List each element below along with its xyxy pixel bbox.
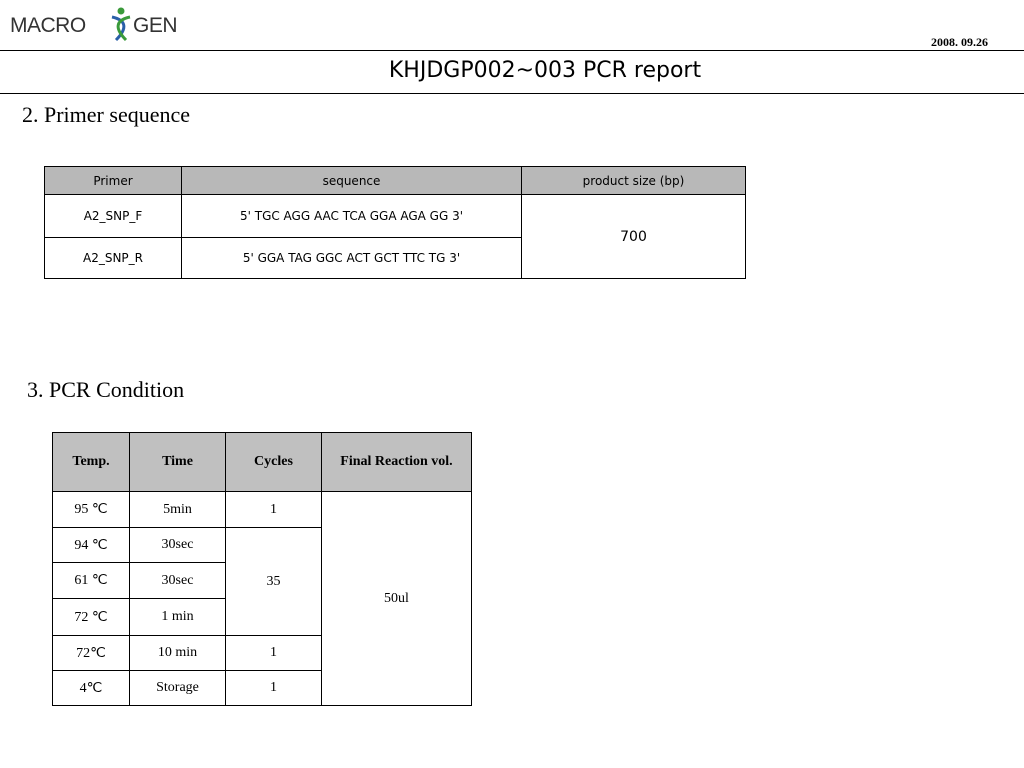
table-row: [45, 195, 746, 238]
time-cell: 10 min: [130, 636, 226, 671]
sequence-cell: 5' TGC AGG AAC TCA GGA AGA GG 3': [182, 195, 522, 238]
cycles-col-header: Cycles: [226, 433, 322, 492]
time-cell: 1 min: [130, 599, 226, 636]
logo-text-right: GEN: [133, 14, 178, 37]
pcr-section-heading: 3. PCR Condition: [27, 377, 185, 402]
time-cell: 30sec: [130, 563, 226, 599]
header-bottom-rule: [0, 93, 1024, 94]
product-size-col-header: product size (bp): [522, 167, 746, 195]
logo-text-left: MACRO: [10, 14, 86, 37]
macrogen-logo: [10, 6, 185, 42]
header-top-rule: [0, 50, 1024, 51]
sequence-cell: 5' GGA TAG GGC ACT GCT TTC TG 3': [182, 238, 522, 279]
temp-cell: 94 ℃: [53, 528, 130, 563]
time-cell: 5min: [130, 492, 226, 528]
primer-col-header: Primer: [45, 167, 182, 195]
pcr-condition-table: [52, 432, 472, 706]
dna-figure-icon: [106, 6, 136, 42]
page-title: KHJDGP002~003 PCR report: [388, 58, 702, 83]
pcr-header-row: [53, 433, 472, 492]
primer-table: [44, 166, 746, 279]
final-volume-cell: 50ul: [322, 492, 472, 706]
product-size-cell: 700: [522, 195, 746, 279]
report-date: 2008. 09.26: [931, 35, 988, 49]
temp-cell: 95 ℃: [53, 492, 130, 528]
temp-cell: 72℃: [53, 636, 130, 671]
table-row: [53, 492, 472, 528]
temp-cell: 72 ℃: [53, 599, 130, 636]
time-cell: 30sec: [130, 528, 226, 563]
final-volume-col-header: Final Reaction vol.: [322, 433, 472, 492]
primer-name-cell: A2_SNP_F: [45, 195, 182, 238]
temp-cell: 4℃: [53, 671, 130, 706]
temp-cell: 61 ℃: [53, 563, 130, 599]
primer-header-row: [45, 167, 746, 195]
primer-name-cell: A2_SNP_R: [45, 238, 182, 279]
sequence-col-header: sequence: [182, 167, 522, 195]
temp-col-header: Temp.: [53, 433, 130, 492]
cycles-cell: 1: [226, 492, 322, 528]
time-col-header: Time: [130, 433, 226, 492]
cycles-cell: 1: [226, 671, 322, 706]
cycles-cell: 1: [226, 636, 322, 671]
time-cell: Storage: [130, 671, 226, 706]
primer-section-heading: 2. Primer sequence: [22, 102, 190, 127]
cycles-cell: 35: [226, 528, 322, 636]
